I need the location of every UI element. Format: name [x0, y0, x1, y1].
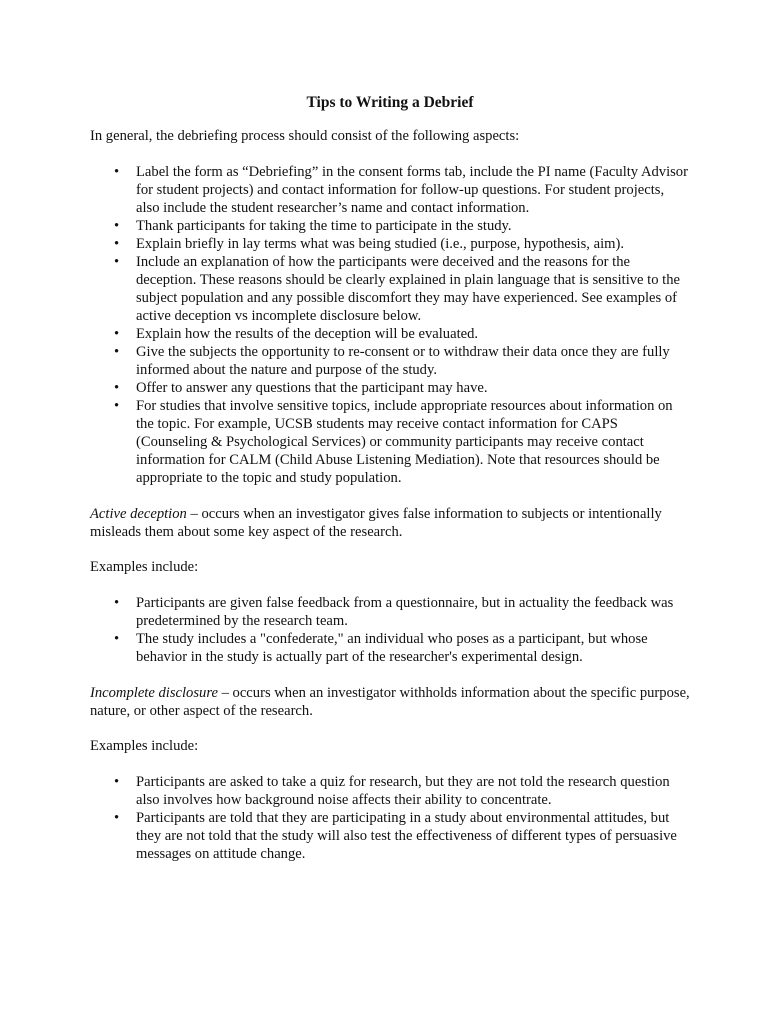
list-item — [90, 809, 690, 863]
active-deception-text: – occurs when an investigator gives false information to subjects or intentionally misleads them about some key aspect of the research. — [90, 506, 662, 540]
bullet-icon: • — [114, 326, 120, 342]
document-title: Tips to Writing a Debrief — [306, 94, 474, 111]
bullet-icon: • — [114, 774, 120, 790]
bullet-icon: • — [114, 380, 120, 396]
list-item-text: Give the subjects the opportunity to re-consent or to withdraw their data once they are fully informed about the nature and purpose of the study. — [136, 344, 670, 378]
incomplete-disclosure-examples-list — [90, 773, 690, 863]
list-item-text: For studies that involve sensitive topics, include appropriate resources about information on the topic. For example, UCSB students may receive contact information for CAPS (Counseling & Psychological Services) or community participants may receive contact information for CALM (Child Abuse Listening Mediation). Note that resources should be appropriate to the topic and study population. — [136, 398, 673, 486]
list-item — [90, 630, 690, 666]
list-item — [90, 325, 690, 343]
bullet-icon: • — [114, 631, 120, 647]
list-item — [90, 379, 690, 397]
document-page — [90, 93, 690, 881]
bullet-icon: • — [114, 254, 120, 270]
bullet-icon: • — [114, 218, 120, 234]
list-item-text: The study includes a "confederate," an individual who poses as a participant, but whose behavior in the study is actually part of the researcher's experimental design. — [136, 631, 648, 665]
bullet-icon: • — [114, 810, 120, 826]
list-item — [90, 235, 690, 253]
active-deception-term: Active deception — [90, 506, 187, 522]
bullet-icon: • — [114, 164, 120, 180]
list-item-text: Label the form as “Debriefing” in the consent forms tab, include the PI name (Faculty Advisor for student projects) and contact information for follow-up questions. For student projects, also include the student researcher’s name and contact information. — [136, 164, 688, 216]
list-item-text: Explain briefly in lay terms what was being studied (i.e., purpose, hypothesis, aim). — [136, 236, 624, 252]
list-item — [90, 163, 690, 217]
bullet-icon: • — [114, 344, 120, 360]
incomplete-disclosure-examples-label: Examples include: — [90, 738, 199, 754]
bullet-icon: • — [114, 595, 120, 611]
intro-paragraph: In general, the debriefing process should consist of the following aspects: — [90, 128, 520, 144]
bullet-icon: • — [114, 236, 120, 252]
list-item-text: Participants are asked to take a quiz for research, but they are not told the research question also involves how background noise affects their ability to concentrate. — [136, 774, 670, 808]
bullet-icon: • — [114, 398, 120, 414]
debrief-aspects-list — [90, 163, 690, 487]
list-item-text: Thank participants for taking the time to participate in the study. — [136, 218, 512, 234]
list-item — [90, 343, 690, 379]
list-item — [90, 397, 690, 487]
active-deception-definition — [90, 505, 690, 541]
list-item-text: Explain how the results of the deception will be evaluated. — [136, 326, 479, 342]
list-item-text: Participants are told that they are participating in a study about environmental attitudes, but they are not told that the study will also test the effectiveness of different types of persuasive messages on attitude change. — [136, 810, 677, 862]
list-item-text: Offer to answer any questions that the participant may have. — [136, 380, 488, 396]
list-item — [90, 773, 690, 809]
list-item-text: Participants are given false feedback from a questionnaire, but in actuality the feedback was predetermined by the research team. — [136, 595, 674, 629]
list-item-text: Include an explanation of how the participants were deceived and the reasons for the deception. These reasons should be clearly explained in plain language that is sensitive to the subject population and any possible discomfort they may have experienced. See examples of active deception vs incomplete disclosure below. — [136, 254, 681, 324]
list-item — [90, 253, 690, 325]
incomplete-disclosure-text: – occurs when an investigator withholds information about the specific purpose, nature, or other aspect of the research. — [90, 685, 690, 719]
incomplete-disclosure-term: Incomplete disclosure — [90, 685, 218, 701]
active-deception-examples-list — [90, 594, 690, 666]
list-item — [90, 594, 690, 630]
incomplete-disclosure-definition — [90, 684, 690, 720]
active-deception-examples-label: Examples include: — [90, 559, 199, 575]
list-item — [90, 217, 690, 235]
